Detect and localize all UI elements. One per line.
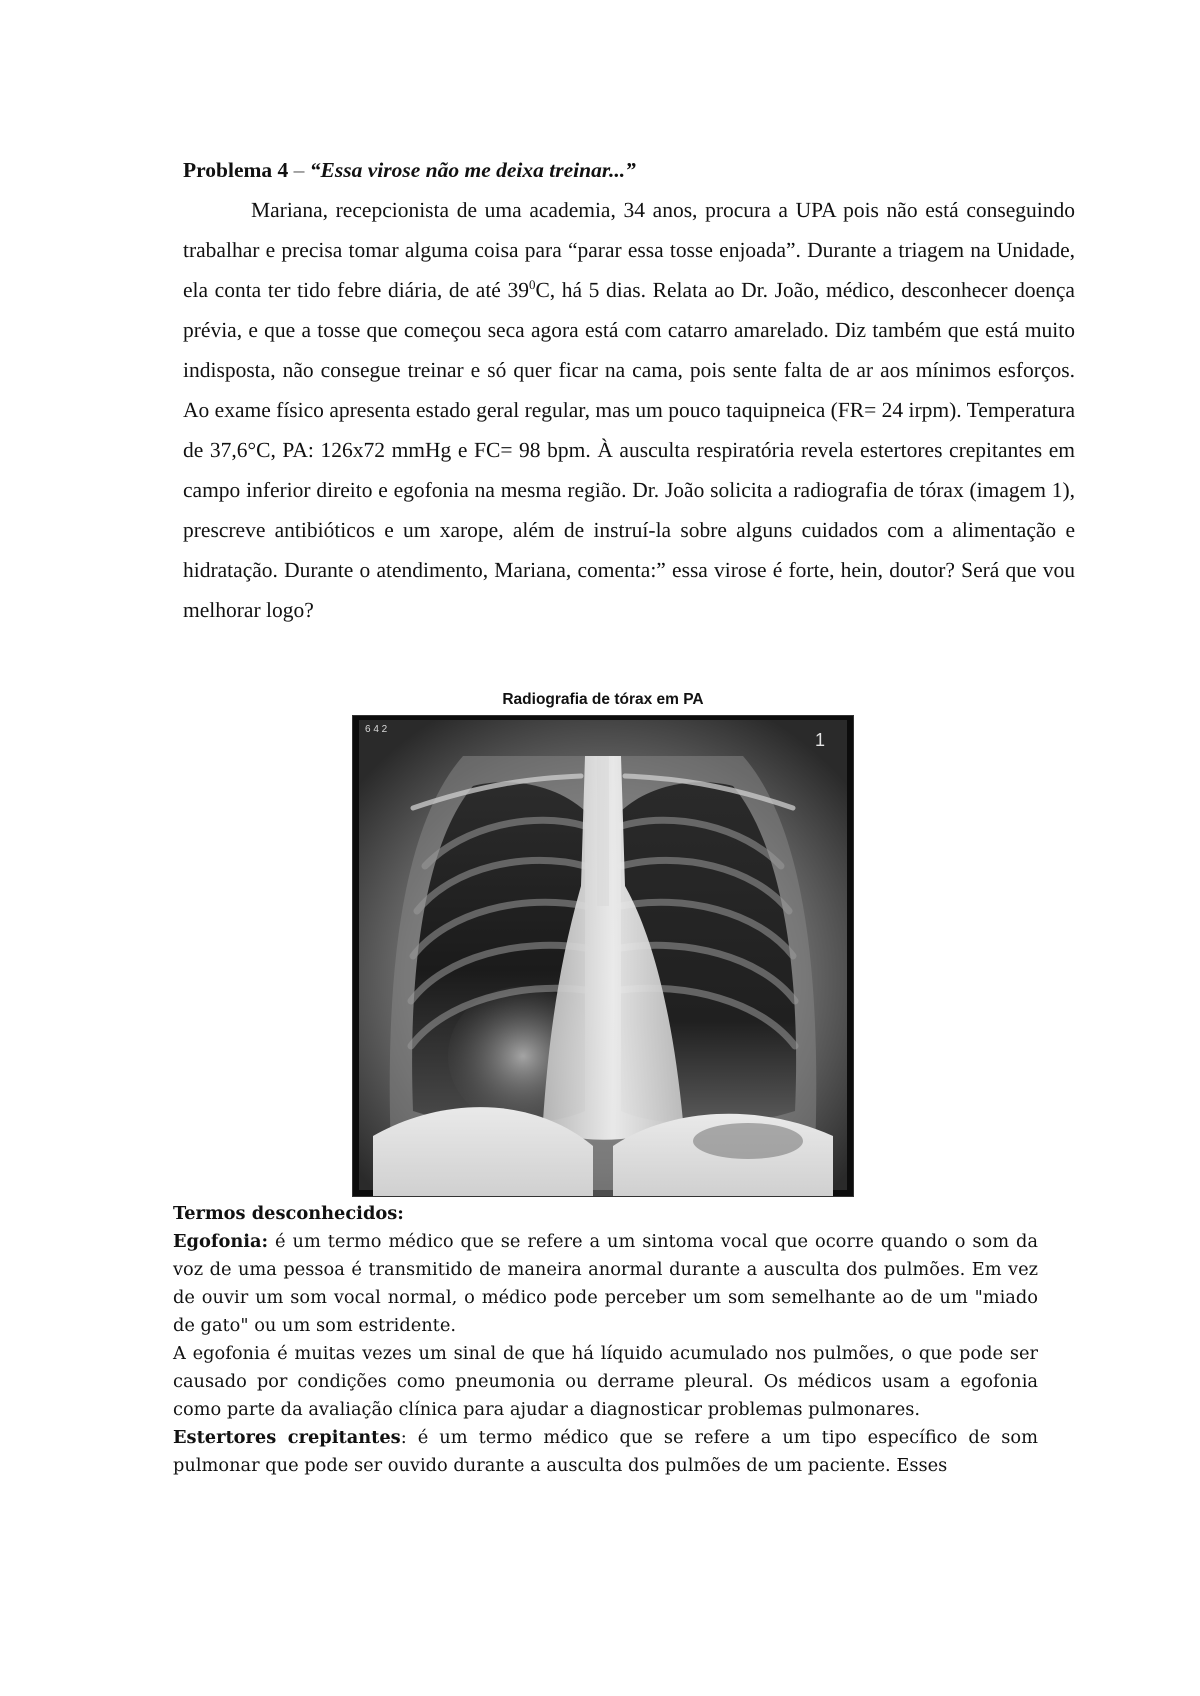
case-paragraph — [183, 190, 1075, 630]
egofonia-additional: A egofonia é muitas vezes um sinal de que há líquido acumulado nos pulmões, o que pode ser causado por condições como pneumonia ou derrame pleural. Os médicos usam a egofonia como parte da avaliação clínica para ajudar a diagnosticar problemas pulmonares. — [173, 1343, 1038, 1420]
terms-heading: Termos desconhecidos: — [173, 1203, 404, 1224]
problem-quote: “Essa virose não me deixa treinar...” — [309, 158, 636, 182]
estertores-definition — [173, 1424, 1038, 1480]
chest-xray-image — [353, 716, 853, 1196]
title-dash: – — [288, 158, 310, 182]
figure-caption: Radiografia de tórax em PA — [502, 691, 704, 708]
case-text-part-2: C, há 5 dias. Relata ao Dr. João, médico, desconhecer doença prévia, e que a tosse que começou seca agora está com catarro amarelado. Diz também que está muito indisposta, não consegue treinar e só quer ficar na cama, pois sente falta de ar aos mínimos esforços. Ao exame físico apresenta estado geral regular, mas um pouco taquipneica (FR= 24 irpm). Temperatura de 37,6°C, PA: 126x72 mmHg e FC= 98 bpm. À ausculta respiratória revela estertores crepitantes em campo inferior direito e egofonia na mesma região. Dr. João solicita a radiografia de tórax (imagem 1), prescreve antibióticos e um xarope, além de instruí-la sobre alguns cuidados com a alimentação e hidratação. Durante o atendimento, Mariana, comenta:” essa virose é forte, hein, doutor? Será que vou melhorar logo? — [183, 278, 1075, 622]
problem-title — [183, 150, 1075, 190]
degree-superscript: 0 — [528, 276, 536, 292]
case-text-part-1: Mariana, recepcionista de uma academia, 34 anos, procura a UPA pois não está conseguindo trabalhar e precisa tomar alguma coisa para “parar essa tosse enjoada”. Durante a triagem na Unidade, ela conta ter tido febre diária, de até 39 — [183, 198, 1075, 302]
estertores-term: Estertores crepitantes — [173, 1427, 401, 1448]
problem-label: Problema 4 — [183, 158, 289, 182]
estertores-text: : é um termo médico que se refere a um tipo específico de som pulmonar que pode ser ouvido durante a ausculta dos pulmões de um paciente. Esses — [173, 1427, 1038, 1476]
image-number-label: 1 — [815, 730, 826, 750]
egofonia-definition — [173, 1228, 1038, 1340]
egofonia-text: é um termo médico que se refere a um sintoma vocal que ocorre quando o som da voz de uma pessoa é transmitido de maneira anormal durante a ausculta dos pulmões. Em vez de ouvir um som vocal normal, o médico pode perceber um som semelhante ao de um "miado de gato" ou um som estridente. — [173, 1231, 1038, 1336]
problem-section — [183, 150, 1075, 630]
terms-section — [173, 1200, 1038, 1480]
egofonia-term: Egofonia: — [173, 1231, 269, 1252]
film-mark: 6 4 2 — [365, 724, 388, 735]
xray-figure — [353, 690, 853, 1196]
cropped-image-source-line — [353, 1189, 853, 1195]
